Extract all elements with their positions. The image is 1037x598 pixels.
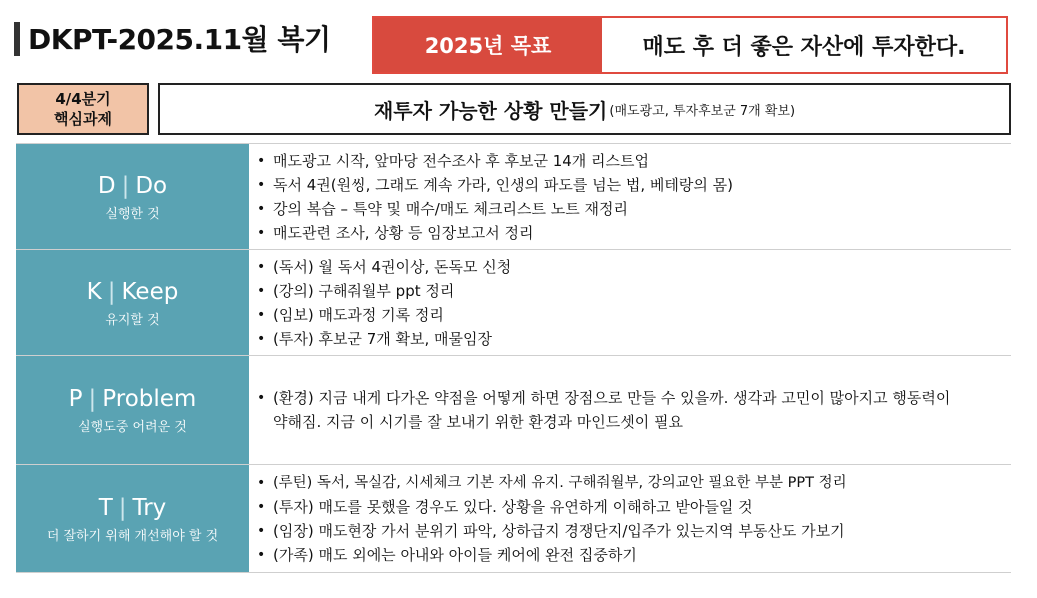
list-item: • (임보) 매도과정 기록 정리 [257,303,1011,327]
table-row-problem [16,356,1011,465]
bullet-icon: • [257,176,266,193]
bullet-icon: • [257,200,266,217]
list-item: • (투자) 매도를 못했을 경우도 있다. 상황을 유연하게 이해하고 받아들일 것 [257,495,1011,519]
core-task-sub: (매도광고, 투자후보군 7개 확보) [609,103,796,119]
row-subtitle: 실행한 것 [105,206,160,222]
bullet-icon: • [257,390,266,406]
list-item: • (강의) 구해줘월부 ppt 정리 [257,279,1011,303]
row-separator: | [107,278,116,305]
list-item: • (루틴) 독서, 목실감, 시세체크 기본 자세 유지. 구해줘월부, 강의교안 필요한 부분 PPT 정리 [257,471,1011,495]
core-task-main: 재투자 가능한 상황 만들기 [373,98,608,123]
dkpt-table [16,143,1011,573]
row-letter: T [98,494,113,521]
row-body-keep [249,250,1011,355]
row-word: Problem [102,386,197,412]
row-letter: K [86,278,102,305]
goal-box [372,16,1008,74]
row-subtitle: 더 잘하기 위해 개선해야 할 것 [46,528,219,544]
bullet-icon: • [257,546,266,563]
bullet-icon: • [257,474,266,491]
row-letter: P [68,386,83,412]
row-subtitle: 유지할 것 [105,312,160,328]
title-accent-bar [14,22,20,56]
table-row-keep [16,250,1011,356]
list-item: • 매도관련 조사, 상황 등 임장보고서 정리 [257,221,1011,245]
list-item: • 강의 복습 – 특약 및 매수/매도 체크리스트 노트 재정리 [257,197,1011,221]
list-item: • 매도광고 시작, 앞마당 전수조사 후 후보군 14개 리스트업 [257,149,1011,173]
row-body-problem [249,356,1011,464]
bullet-icon: • [257,306,266,323]
bullet-icon: • [257,282,266,299]
bullet-icon: • [257,152,266,169]
row-label-do [16,144,249,249]
row-separator: | [88,386,97,412]
quarter-tag-line1: 4/4분기 [55,90,111,108]
row-word: Keep [121,278,179,305]
row-heading [87,278,179,306]
row-word: Do [135,172,168,199]
row-body-try [249,465,1011,572]
list-item: • (임장) 매도현장 가서 분위기 파악, 상하급지 경쟁단지/입주가 있는지역 부동산도 가보기 [257,519,1011,543]
quarter-tag [17,83,149,135]
bullet-icon: • [257,258,266,275]
row-separator: | [118,494,127,521]
bullet-icon: • [257,224,266,241]
table-row-try [16,465,1011,573]
table-row-do [16,144,1011,250]
row-heading [98,172,167,200]
bullet-icon: • [257,330,266,347]
row-word: Try [132,494,167,521]
goal-text: 매도 후 더 좋은 자산에 투자한다. [642,34,966,60]
row-body-do [249,144,1011,249]
bullet-icon: • [257,498,266,515]
row-letter: D [97,172,116,199]
list-item: • (투자) 후보군 7개 확보, 매물임장 [257,327,1011,351]
core-task-box [158,83,1011,135]
list-item: • 독서 4권(원씽, 그래도 계속 가라, 인생의 파도를 넘는 법, 베테랑의 몸) [257,173,1011,197]
list-item: • (독서) 월 독서 4권이상, 돈독모 신청 [257,255,1011,279]
row-label-keep [16,250,249,355]
row-separator: | [121,172,130,199]
row-heading [69,385,197,413]
bullet-icon: • [257,522,266,539]
row-heading [99,494,167,522]
list-item: • (가족) 매도 외에는 아내와 아이들 케어에 완전 집중하기 [257,543,1011,567]
list-item: • (환경) 지금 내게 다가온 약점을 어떻게 하면 장점으로 만들 수 있을까. 생각과 고민이 많아지고 행동력이 약해짐. 지금 이 시기를 잘 보내기 위한 환경과 마인드셋이 필요 [257,386,1011,434]
quarter-tag-line2: 핵심과제 [54,110,112,128]
row-label-try [16,465,249,572]
row-subtitle: 실행도중 어려운 것 [78,420,187,435]
goal-label: 2025년 목표 [374,18,602,72]
row-label-problem [16,356,249,464]
page-title: DKPT-2025.11월 복기 [28,23,331,56]
